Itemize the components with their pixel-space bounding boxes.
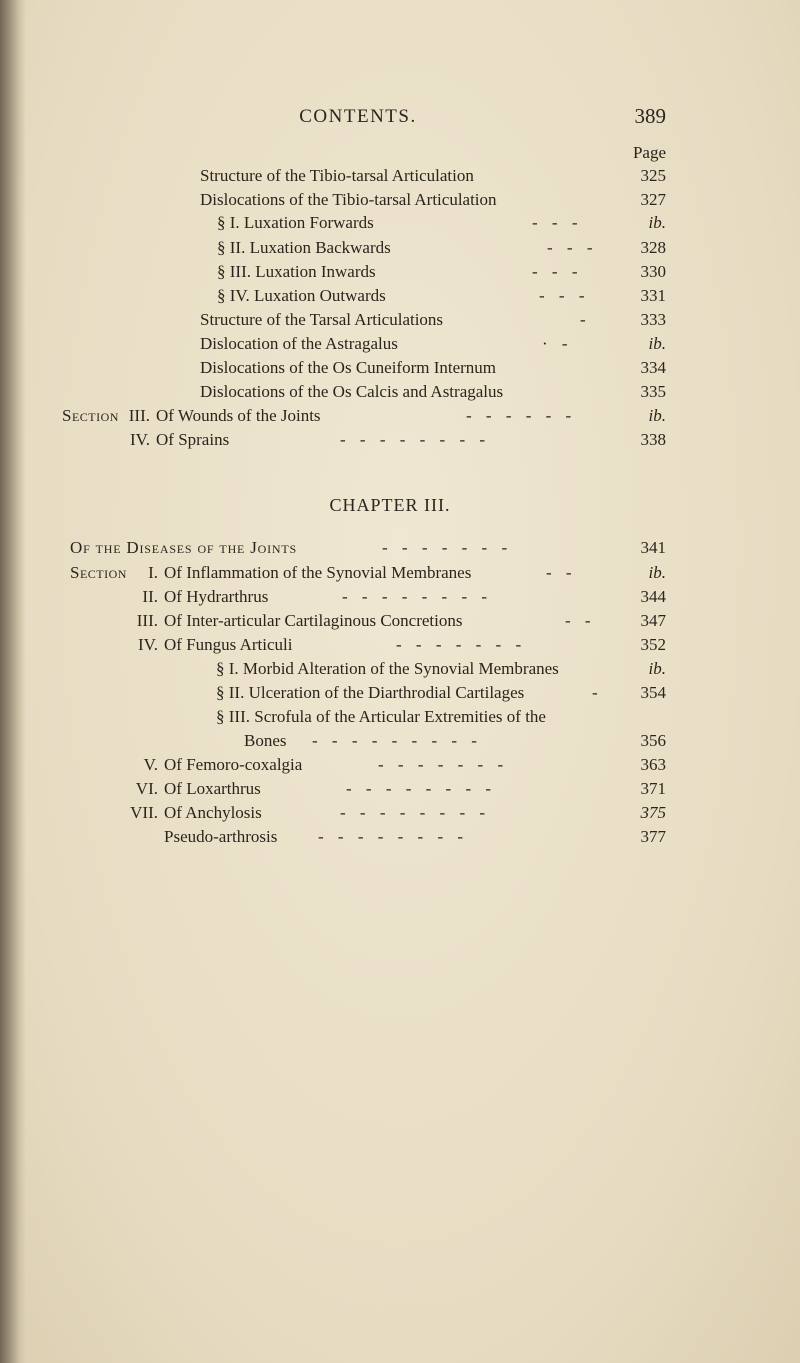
entry-page: 325 bbox=[640, 166, 666, 185]
leader-dots: - - - bbox=[547, 238, 598, 257]
entry-title: Of Sprains bbox=[156, 430, 230, 449]
entry-title: § III. Luxation Inwards bbox=[217, 262, 376, 281]
leader-dots: - - - bbox=[539, 286, 590, 305]
entry-title: § I. Morbid Alteration of the Synovial Membranes bbox=[216, 659, 559, 678]
entry-title: Of Loxarthrus bbox=[164, 779, 261, 798]
toc-subentry bbox=[0, 659, 700, 683]
entry-title: Of Hydrarthrus bbox=[164, 587, 269, 606]
part-title: Of the Diseases of the Joints bbox=[70, 538, 297, 557]
leader-dots: - - - - - - - - bbox=[342, 587, 493, 606]
leader-dots: - bbox=[592, 683, 603, 702]
toc-section-entry bbox=[0, 755, 700, 779]
entry-title: Of Anchylosis bbox=[164, 803, 262, 822]
leader-dots: - - - - - - - - bbox=[340, 430, 491, 449]
entry-page: ib. bbox=[648, 659, 666, 678]
entry-title: Structure of the Tibio-tarsal Articulation bbox=[200, 166, 474, 185]
section-word: Section bbox=[70, 563, 127, 582]
page-column-label: Page bbox=[632, 143, 666, 162]
entry-title: Of Inflammation of the Synovial Membranes bbox=[164, 563, 472, 582]
toc-subentry-continuation bbox=[0, 731, 700, 755]
toc-section-entry bbox=[0, 563, 700, 587]
entry-title: Structure of the Tarsal Articulations bbox=[200, 310, 444, 329]
entry-title: Of Inter-articular Cartilaginous Concretions bbox=[164, 611, 463, 630]
section-number: VII. bbox=[130, 803, 158, 822]
entry-page: 338 bbox=[640, 430, 666, 449]
section-number: IV. bbox=[138, 635, 158, 654]
entry-page: 347 bbox=[640, 611, 666, 630]
section-number: V. bbox=[143, 755, 158, 774]
running-head: CONTENTS. bbox=[299, 106, 417, 127]
entry-page: 375 bbox=[640, 803, 666, 822]
toc-entry bbox=[0, 827, 700, 851]
section-number: IV. bbox=[130, 430, 150, 449]
toc-section-entry bbox=[0, 635, 700, 659]
entry-page: 331 bbox=[640, 286, 666, 305]
entry-page: 341 bbox=[640, 538, 666, 557]
entry-title: Of Fungus Articuli bbox=[164, 635, 293, 654]
entry-title: Dislocations of the Tibio-tarsal Articulation bbox=[200, 190, 497, 209]
leader-dots: - bbox=[580, 310, 591, 329]
toc-subentry bbox=[0, 707, 700, 731]
toc-subentry bbox=[0, 683, 700, 707]
leader-dots: - - - - - - - - bbox=[340, 803, 491, 822]
entry-title: § II. Ulceration of the Diarthrodial Cartilages bbox=[216, 683, 525, 702]
entry-title: § IV. Luxation Outwards bbox=[217, 286, 386, 305]
chapter-heading: CHAPTER III. bbox=[329, 495, 451, 515]
entry-page: 352 bbox=[640, 635, 666, 654]
section-number: III. bbox=[128, 406, 150, 425]
entry-title: Pseudo-arthrosis bbox=[164, 827, 278, 846]
entry-page: 363 bbox=[640, 755, 666, 774]
entry-page: 330 bbox=[640, 262, 666, 281]
entry-title: § II. Luxation Backwards bbox=[217, 238, 391, 257]
entry-page: 334 bbox=[640, 358, 666, 377]
entry-page: 356 bbox=[640, 731, 666, 750]
toc-section-entry bbox=[0, 779, 700, 803]
leader-dots: - - - - - - - - - bbox=[312, 731, 482, 750]
leader-dots: - - bbox=[546, 563, 577, 582]
entry-title: § III. Scrofula of the Articular Extremities of the bbox=[216, 707, 546, 726]
leader-dots: - - - - - - - bbox=[378, 755, 509, 774]
entry-title: Dislocation of the Astragalus bbox=[200, 334, 398, 353]
entry-page: 377 bbox=[640, 827, 666, 846]
toc-section-entry bbox=[0, 803, 700, 827]
entry-title: Bones bbox=[244, 731, 287, 750]
entry-page: ib. bbox=[648, 213, 666, 232]
entry-title: Dislocations of the Os Cuneiform Internum bbox=[200, 358, 497, 377]
leader-dots: - - - - - - - - bbox=[318, 827, 469, 846]
leader-dots: - - bbox=[565, 611, 596, 630]
entry-page: ib. bbox=[648, 563, 666, 582]
entry-page: 335 bbox=[640, 382, 666, 401]
entry-page: 328 bbox=[640, 238, 666, 257]
entry-page: 354 bbox=[640, 683, 666, 702]
toc-section-entry bbox=[0, 587, 700, 611]
section-number: VI. bbox=[135, 779, 158, 798]
leader-dots: · - bbox=[542, 334, 573, 353]
toc-section-entry bbox=[0, 611, 700, 635]
leader-dots: - - - - - - - bbox=[382, 538, 513, 557]
entry-page: 327 bbox=[640, 190, 666, 209]
entry-page: 344 bbox=[640, 587, 666, 606]
toc-section-entry bbox=[0, 406, 700, 430]
entry-page: ib. bbox=[648, 406, 666, 425]
entry-title: § I. Luxation Forwards bbox=[217, 213, 374, 232]
entry-page: 371 bbox=[640, 779, 666, 798]
leader-dots: - - - bbox=[532, 213, 583, 232]
leader-dots: - - - - - - - bbox=[396, 635, 527, 654]
section-number: III. bbox=[136, 611, 158, 630]
entry-title: Of Femoro-coxalgia bbox=[164, 755, 303, 774]
entry-title: Dislocations of the Os Calcis and Astragalus bbox=[200, 382, 504, 401]
entry-title: Of Wounds of the Joints bbox=[156, 406, 321, 425]
page-number: 389 bbox=[634, 104, 666, 128]
leader-dots: - - - - - - bbox=[466, 406, 577, 425]
section-word: Section bbox=[62, 406, 119, 425]
toc-section-entry bbox=[0, 430, 700, 454]
leader-dots: - - - bbox=[532, 262, 583, 281]
toc-part-entry bbox=[0, 538, 700, 562]
entry-page: 333 bbox=[640, 310, 666, 329]
section-number: II. bbox=[142, 587, 158, 606]
entry-page: ib. bbox=[648, 334, 666, 353]
section-number: I. bbox=[148, 563, 158, 582]
leader-dots: - - - - - - - - bbox=[346, 779, 497, 798]
